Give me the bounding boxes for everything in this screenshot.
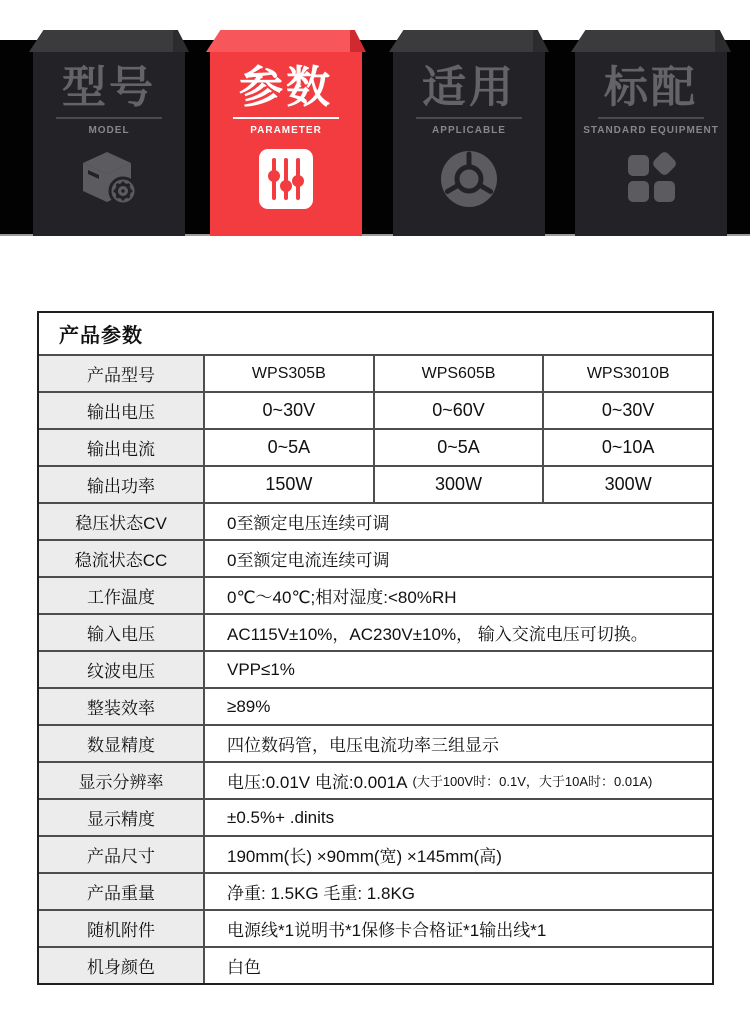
row-label: 稳流状态CC — [39, 541, 205, 576]
table-row — [39, 465, 712, 502]
tab-standard-subtitle: STANDARD EQUIPMENT — [583, 125, 719, 137]
row-label: 输出电压 — [39, 393, 205, 428]
row-label: 数显精度 — [39, 726, 205, 761]
table-title-text: 产品参数 — [59, 325, 143, 347]
table-title — [39, 313, 712, 354]
row-label: 纹波电压 — [39, 652, 205, 687]
table-row — [39, 502, 712, 539]
tab-applicable-title: 适用 — [422, 63, 516, 112]
tab-parameter[interactable] — [210, 30, 362, 236]
row-value: ±0.5%+ .dinits — [227, 807, 335, 827]
tab-standard-equipment[interactable] — [575, 30, 727, 236]
row-value-note: (大于100V时：0.1V，大于10A时：0.01A) — [412, 774, 653, 789]
tab-divider — [56, 117, 162, 119]
row-label: 产品重量 — [39, 874, 205, 909]
table-row — [39, 687, 712, 724]
grid-squares-icon — [620, 147, 682, 211]
row-label: 整装效率 — [39, 689, 205, 724]
row-value: AC115V±10%，AC230V±10%， 输入交流电压可切换。 — [227, 625, 648, 644]
table-row — [39, 539, 712, 576]
tab-standard-title: 标配 — [604, 63, 698, 112]
tab-model-title: 型号 — [62, 63, 156, 112]
row-value: 0~10A — [601, 437, 655, 457]
table-row — [39, 428, 712, 465]
tab-lid — [29, 30, 189, 52]
tab-band — [0, 40, 750, 236]
tab-applicable[interactable] — [393, 30, 545, 236]
tab-divider — [416, 117, 522, 119]
row-label: 机身颜色 — [39, 948, 205, 983]
row-value: 电源线*1说明书*1保修卡合格证*1输出线*1 — [227, 921, 547, 940]
swirl-icon — [438, 147, 500, 211]
row-label: 稳压状态CV — [39, 504, 205, 539]
row-value: 0至额定电流连续可调 — [227, 551, 390, 570]
row-value: WPS305B — [205, 356, 375, 391]
row-value: 150W — [205, 467, 375, 502]
tab-lid — [206, 30, 366, 52]
row-value: 0至额定电压连续可调 — [227, 514, 390, 533]
row-value: 电压:0.01V 电流:0.001A (大于100V时：0.1V，大于10A时：0.01A) — [227, 773, 653, 792]
row-label: 输出功率 — [39, 467, 205, 502]
row-value: WPS605B — [375, 356, 545, 391]
tab-divider — [233, 117, 339, 119]
row-value: 300W — [604, 474, 652, 494]
row-value: 0~30V — [601, 400, 655, 420]
row-label: 产品尺寸 — [39, 837, 205, 872]
row-label: 显示精度 — [39, 800, 205, 835]
table-row — [39, 946, 712, 983]
row-value: 0~60V — [375, 393, 545, 428]
row-label: 输入电压 — [39, 615, 205, 650]
row-value: VPP≤1% — [227, 659, 295, 679]
sliders-icon — [258, 147, 314, 211]
row-value: 0~5A — [205, 430, 375, 465]
table-row — [39, 613, 712, 650]
table-row — [39, 391, 712, 428]
tab-model[interactable] — [33, 30, 185, 236]
tab-divider — [598, 117, 704, 119]
tab-applicable-subtitle: APPLICABLE — [432, 125, 506, 137]
row-value: 190mm(长) ×90mm(宽) ×145mm(高) — [227, 847, 502, 866]
row-value: 0~30V — [205, 393, 375, 428]
table-row — [39, 354, 712, 391]
row-value: 四位数码管，电压电流功率三组显示 — [227, 736, 499, 755]
box-gear-icon — [78, 147, 140, 211]
row-value: 0℃～40℃;相对湿度:<80%RH — [227, 588, 457, 607]
tab-model-subtitle: MODEL — [88, 125, 130, 137]
tab-parameter-title: 参数 — [239, 63, 333, 112]
row-label: 工作温度 — [39, 578, 205, 613]
row-value: WPS3010B — [586, 364, 670, 382]
table-row — [39, 798, 712, 835]
table-row — [39, 576, 712, 613]
table-row — [39, 872, 712, 909]
table-row — [39, 724, 712, 761]
row-label: 随机附件 — [39, 911, 205, 946]
product-parameter-table — [37, 311, 714, 985]
tab-parameter-subtitle: PARAMETER — [250, 125, 322, 137]
table-row — [39, 761, 712, 798]
table-row — [39, 835, 712, 872]
row-value: 白色 — [227, 958, 261, 977]
table-row — [39, 650, 712, 687]
row-label: 产品型号 — [39, 356, 205, 391]
row-value: 300W — [375, 467, 545, 502]
row-label: 显示分辨率 — [39, 763, 205, 798]
row-label: 输出电流 — [39, 430, 205, 465]
tab-lid — [571, 30, 731, 52]
row-value: 净重: 1.5KG 毛重: 1.8KG — [227, 884, 416, 903]
table-row — [39, 909, 712, 946]
row-value: 0~5A — [375, 430, 545, 465]
tab-lid — [389, 30, 549, 52]
row-value: ≥89% — [227, 696, 271, 716]
